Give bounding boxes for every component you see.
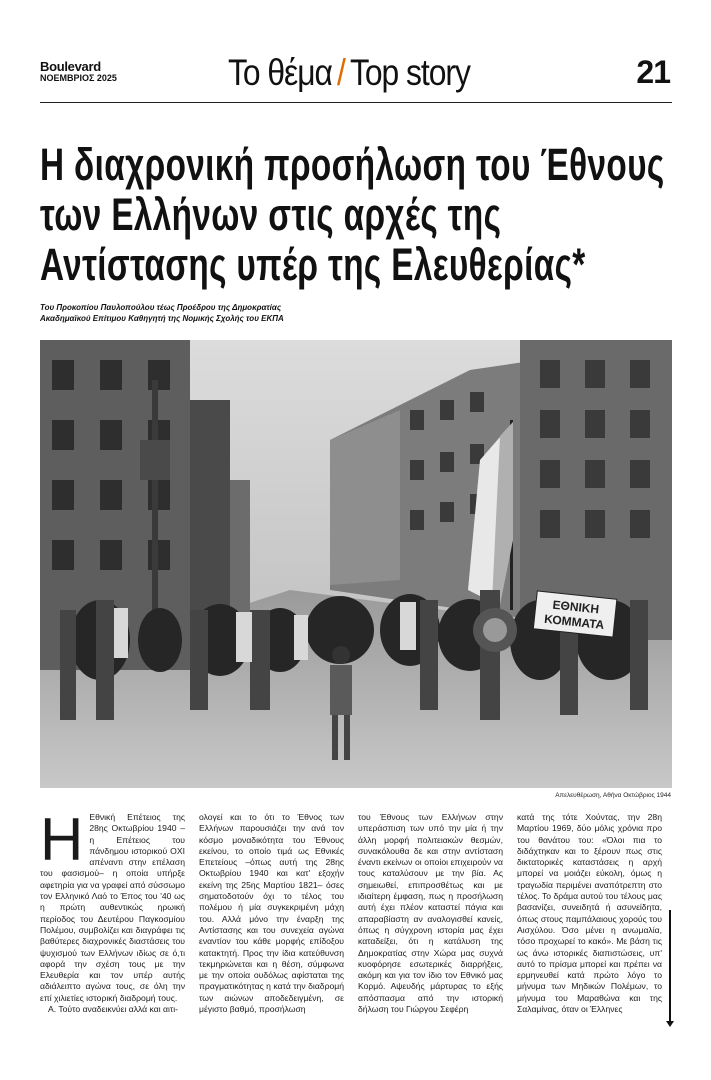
body-paragraph: ολογεί και το ότι το Έθνος των Ελλήνων παρουσιάζει την ανά τον κόσμο μοναδικότητα του Έθνους εκείνου, το οποίο τιμά ως Εθνικές Επετείους –όπως αυτή της 28ης Οκτωβρίου 1940 και κατ' εξοχήν εκείνη της 25ης Μαρτίου 1821– όσες σηματοδοτούν όχι το τέλος του πολέμου ή μία συγκεκριμένη μάχη του. Αλλά μόνο την έναρξη της Αντίστασης και του συνεχεία αγώνα εναντίον του κάθε μορφής επίδοξου κατακτητή. Προς την ίδια κατεύθυνση τεκμηριώνεται και η θέση, σύμφωνα με την οποία ουδόλως αφίσταται της πραγματικότητας η κατά την διαδρομή των αιώνων αποδεδειγμένη, σε μέγιστο βαθμό, προσήλωση xyxy=(199,812,344,1015)
page-number: 21 xyxy=(636,54,670,90)
byline xyxy=(40,302,460,324)
body-paragraph: Α. Τούτο αναδεικνύει αλλά και αιτι- xyxy=(48,1004,179,1015)
byline-author: Του Προκοπίου Παυλοπούλου τέως Προέδρου της Δημοκρατίας xyxy=(40,303,282,312)
continue-arrow-icon xyxy=(669,910,671,1022)
body-column-4 xyxy=(517,812,672,1052)
section-title-english: Top story xyxy=(350,52,470,93)
body-column-1 xyxy=(40,812,185,1052)
brand-block xyxy=(40,60,117,83)
body-column-2 xyxy=(199,812,344,1052)
body-paragraph: του Έθνους των Ελλήνων στην υπεράσπιση των υπό την μία ή την άλλη μορφή πολιτειακών θεσμών, συνακόλουθα δε και στην αντίσταση έναντι εκείνων οι οποίοι επιχειρούν να τους καταλύσουν με την βία. Ας σημειωθεί, επιπροσθέτως και με ιδιαίτερη έμφαση, πως η προσήλωση αυτή έχει πλέον καταστεί πάγια και απαραβίαστη αν αναλογισθεί κανείς, όπως η σύγχρονη ιστορία μας έχει καταδείξει, ότι η κατάλυση της Δημοκρατίας στην Χώρα μας συχνά κυοφόρησε εσωτερικές διαρρήξεις, ακόμη και για τον ίδιο τον Εθνικό μας Κορμό. Αψευδής μάρτυρας το εξής απόσπασμα από την ιστορική δήλωση του Γιώργου Σεφέρη xyxy=(358,812,503,1015)
body-column-3 xyxy=(358,812,503,1052)
body-paragraph: κατά της τότε Χούντας, την 28η Μαρτίου 1969, δύο μόλις χρόνια προ του θανάτου του: «Όλοι πια το διδάχτηκαν και το ξέρουν πως στις δικτατορικές καταστάσεις η αρχή μπορεί να μοιάζει εύκολη, όμως η τραγωδία περιμένει αναπότρεπτη στο τέλος. Το δράμα αυτού του τέλους μας βασανίζει, συνειδητά ή ασυνείδητα, όπως στους παμπάλαιους χορούς του Αισχύλου. Όσο μένει η ανωμαλία, τόσο προχωρεί το κακό». Με βάση τις ως άνω ιστορικές διαπιστώσεις, υπ' αυτό το πρίσμα μπορεί και πρέπει να ερμηνευθεί κατά πρώτο λόγο το μήνυμα των Μηδικών Πολέμων, το μήνυμα του Μαραθώνα και της Σαλαμίνας, όταν οι Έλληνες xyxy=(517,812,662,1015)
byline-affiliation: Ακαδημαϊκού Επίτιμου Καθηγητή της Νομικής Σχολής του ΕΚΠΑ xyxy=(40,314,284,323)
brand-name: Boulevard xyxy=(40,59,101,74)
issue-date: ΝΟΕΜΒΡΙΟΣ 2025 xyxy=(40,73,117,83)
article-headline: Η διαχρονική προσήλωση του Έθνους των Ελλήνων στις αρχές της Αντίστασης υπέρ της Ελευθερίας* xyxy=(40,139,665,290)
drop-cap: Η xyxy=(40,812,84,873)
body-paragraph: Εθνική Επέτειος της 28ης Οκτωβρίου 1940 –η Επέτειος του πάνδημου ιστορικού ΟΧΙ απέναντι στην επέλαση του φασισμού– η οποία υπήρξε αφετηρία για να γραφεί από σύσσωμο τον Ελληνικό Λαό το Έπος του '40 ως η πρώτη αυθεντικώς ηρωική περίοδος του Δευτέρου Παγκοσμίου Πολέμου, συμβολίζει και διαγράφει τις βαθύτερες διαχρονικές διαστάσεις του ψυχισμού των Ελλήνων ιδίως σε ό,τι αφορά την σχέση τους με την Ελευθερία και τον υπέρ αυτής αδιάλειπτο αγώνα τους, σε όλη την επί χιλιετίες ιστορική διαδρομή τους. xyxy=(40,812,185,1003)
photo-sign-text: ΕΘΝΙΚΗ xyxy=(551,597,600,617)
article-photo xyxy=(40,340,672,788)
article-body xyxy=(40,812,672,1052)
photo-caption: Απελευθέρωση, Αθήνα Οκτώβριος 1944 xyxy=(555,792,671,799)
section-title-greek: Το θέμα xyxy=(228,52,332,93)
masthead xyxy=(40,52,672,103)
section-title xyxy=(228,52,470,94)
svg-text:ΚΟΜΜΑΤΑ: ΚΟΜΜΑΤΑ xyxy=(543,611,605,633)
section-title-separator: / xyxy=(337,52,345,93)
